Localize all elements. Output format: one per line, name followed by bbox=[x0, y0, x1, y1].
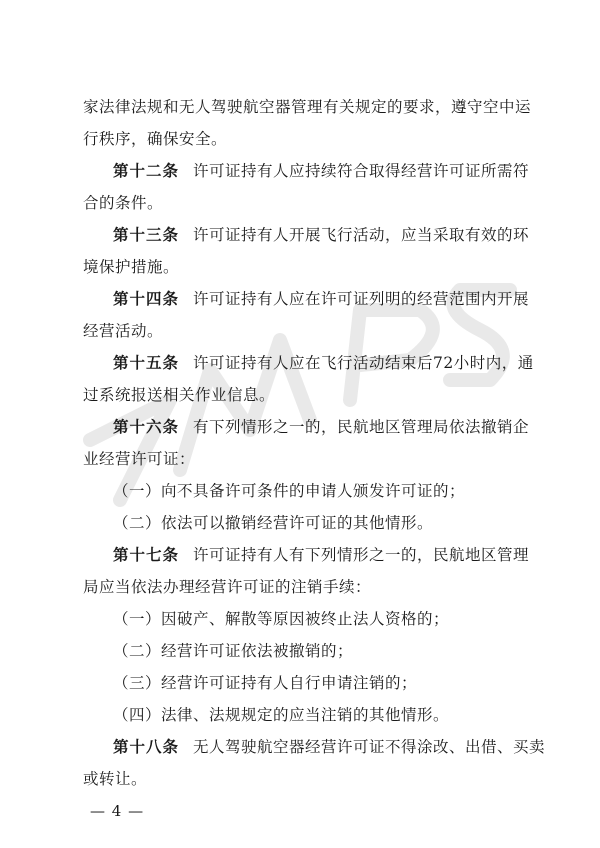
article-13: 第十三条 许可证持有人开展飞行活动，应当采取有效的环 bbox=[113, 225, 530, 244]
page-number: — 4 — bbox=[90, 802, 145, 820]
article-heading: 第十四条 bbox=[113, 289, 180, 308]
list-item: （一）因破产、解散等原因被终止法人资格的； bbox=[113, 610, 450, 628]
article-heading: 第十三条 bbox=[113, 225, 180, 244]
article-heading: 第十二条 bbox=[113, 161, 180, 180]
article-16: 第十六条 有下列情形之一的，民航地区管理局依法撤销企 bbox=[113, 417, 530, 436]
text-line: 经营活动。 bbox=[83, 322, 164, 340]
article-heading: 第十六条 bbox=[113, 417, 180, 436]
list-item: （二）经营许可证依法被撤销的； bbox=[113, 642, 354, 660]
article-14: 第十四条 许可证持有人应在许可证列明的经营范围内开展 bbox=[113, 289, 530, 308]
article-heading: 第十八条 bbox=[113, 737, 180, 756]
text-line: 局应当依法办理经营许可证的注销手续： bbox=[83, 578, 372, 596]
article-18: 第十八条 无人驾驶航空器经营许可证不得涂改、出借、买卖 bbox=[113, 737, 546, 756]
article-heading: 第十五条 bbox=[113, 353, 180, 372]
text-line: 过系统报送相关作业信息。 bbox=[83, 386, 276, 404]
text-line: 境保护措施。 bbox=[83, 258, 180, 276]
text-line: 家法律法规和无人驾驶航空器管理有关规定的要求，遵守空中运 bbox=[83, 98, 532, 116]
article-12: 第十二条 许可证持有人应持续符合取得经营许可证所需符 bbox=[113, 161, 530, 180]
text-line: 行秩序，确保安全。 bbox=[83, 130, 228, 148]
text-line: 业经营许可证： bbox=[83, 450, 196, 468]
list-item: （一）向不具备许可条件的申请人颁发许可证的； bbox=[113, 482, 466, 500]
list-item: （四）法律、法规规定的应当注销的其他情形。 bbox=[113, 706, 450, 724]
article-heading: 第十七条 bbox=[113, 545, 180, 564]
text-line: 或转让。 bbox=[83, 770, 148, 788]
list-item: （二）依法可以撤销经营许可证的其他情形。 bbox=[113, 514, 434, 532]
article-17: 第十七条 许可证持有人有下列情形之一的，民航地区管理 bbox=[113, 545, 530, 564]
list-item: （三）经营许可证持有人自行申请注销的； bbox=[113, 674, 418, 692]
article-15: 第十五条 许可证持有人应在飞行活动结束后72小时内，通 bbox=[113, 353, 534, 372]
text-line: 合的条件。 bbox=[83, 194, 164, 212]
